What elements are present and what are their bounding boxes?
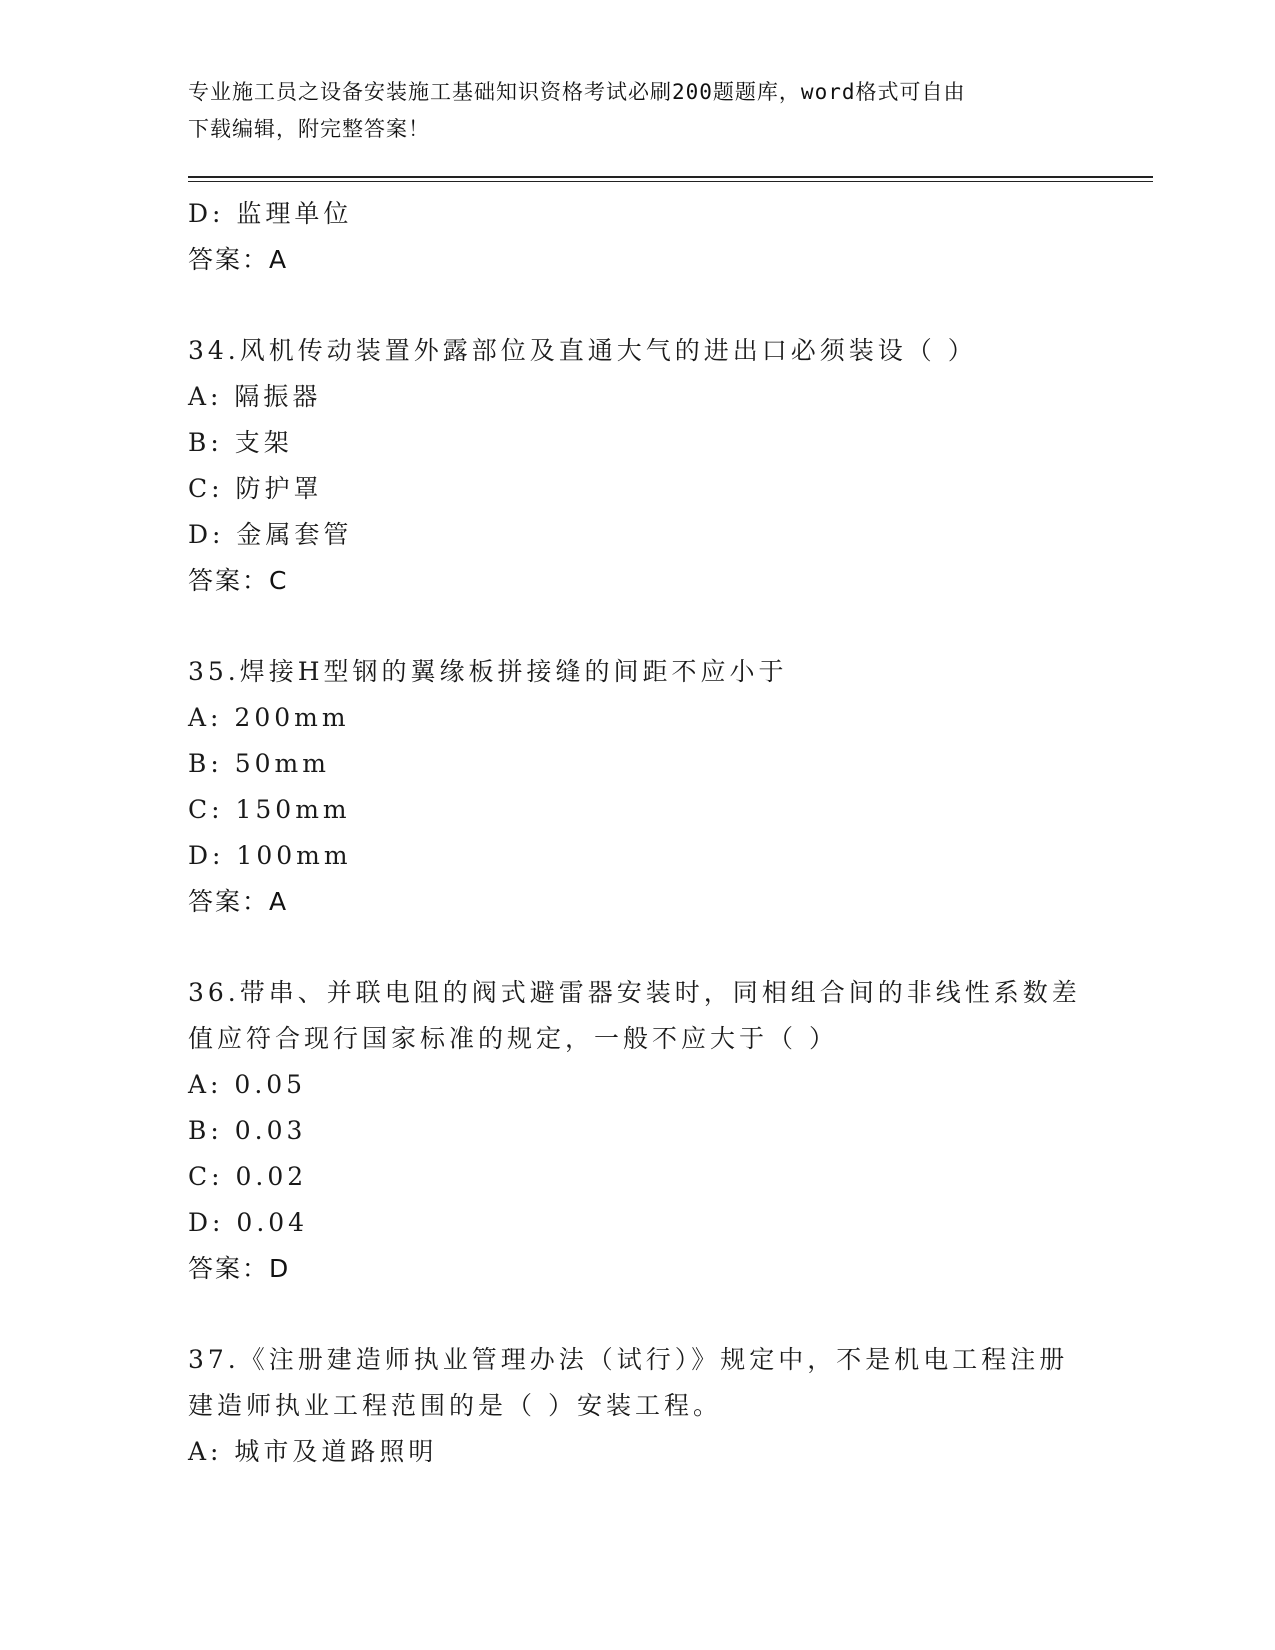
option-c: C: 150mm <box>188 795 351 824</box>
question-34 <box>188 328 1088 604</box>
question-stem-line-1: 36.带串、并联电阻的阀式避雷器安装时，同相组合间的非线性系数差 <box>188 978 1081 1007</box>
question-stem: 34.风机传动装置外露部位及直通大气的进出口必须装设（ ） <box>188 336 977 365</box>
question-stem-line-1: 37.《注册建造师执业管理办法（试行）》规定中，不是机电工程注册 <box>188 1345 1069 1374</box>
question-stem: 35.焊接H型钢的翼缘板拼接缝的间距不应小于 <box>188 657 788 686</box>
option-a: A: 0.05 <box>188 1070 307 1099</box>
option-c: C: 防护罩 <box>188 474 323 503</box>
option-a: A: 城市及道路照明 <box>188 1437 438 1466</box>
header-divider-thick <box>188 176 1153 178</box>
option-b: B: 支架 <box>188 428 293 457</box>
option-d: D: 100mm <box>188 841 352 870</box>
question-list <box>188 191 1088 1475</box>
option-c: C: 0.02 <box>188 1162 308 1191</box>
option-d: D: 金属套管 <box>188 520 353 549</box>
document-header <box>188 74 1088 148</box>
header-line-1: 专业施工员之设备安装施工基础知识资格考试必刷200题题库，word格式可自由 <box>188 80 966 104</box>
answer-line: 答案：C <box>188 566 289 595</box>
header-line-2: 下载编辑，附完整答案！ <box>188 117 430 141</box>
question-stem-line-2: 值应符合现行国家标准的规定，一般不应大于（ ） <box>188 1024 838 1053</box>
header-divider-thin <box>188 181 1153 182</box>
question-36 <box>188 970 1088 1292</box>
question-stem-line-2: 建造师执业工程范围的是（ ）安装工程。 <box>188 1391 722 1420</box>
answer-line: 答案：A <box>188 245 289 274</box>
option-d: D: 监理单位 <box>188 199 353 228</box>
option-b: B: 50mm <box>188 749 330 778</box>
option-a: A: 200mm <box>188 703 350 732</box>
question-35 <box>188 649 1088 925</box>
question-37 <box>188 1337 1088 1475</box>
option-d: D: 0.04 <box>188 1208 309 1237</box>
answer-line: 答案：D <box>188 1254 291 1283</box>
answer-line: 答案：A <box>188 887 289 916</box>
option-a: A: 隔振器 <box>188 382 322 411</box>
option-b: B: 0.03 <box>188 1116 307 1145</box>
